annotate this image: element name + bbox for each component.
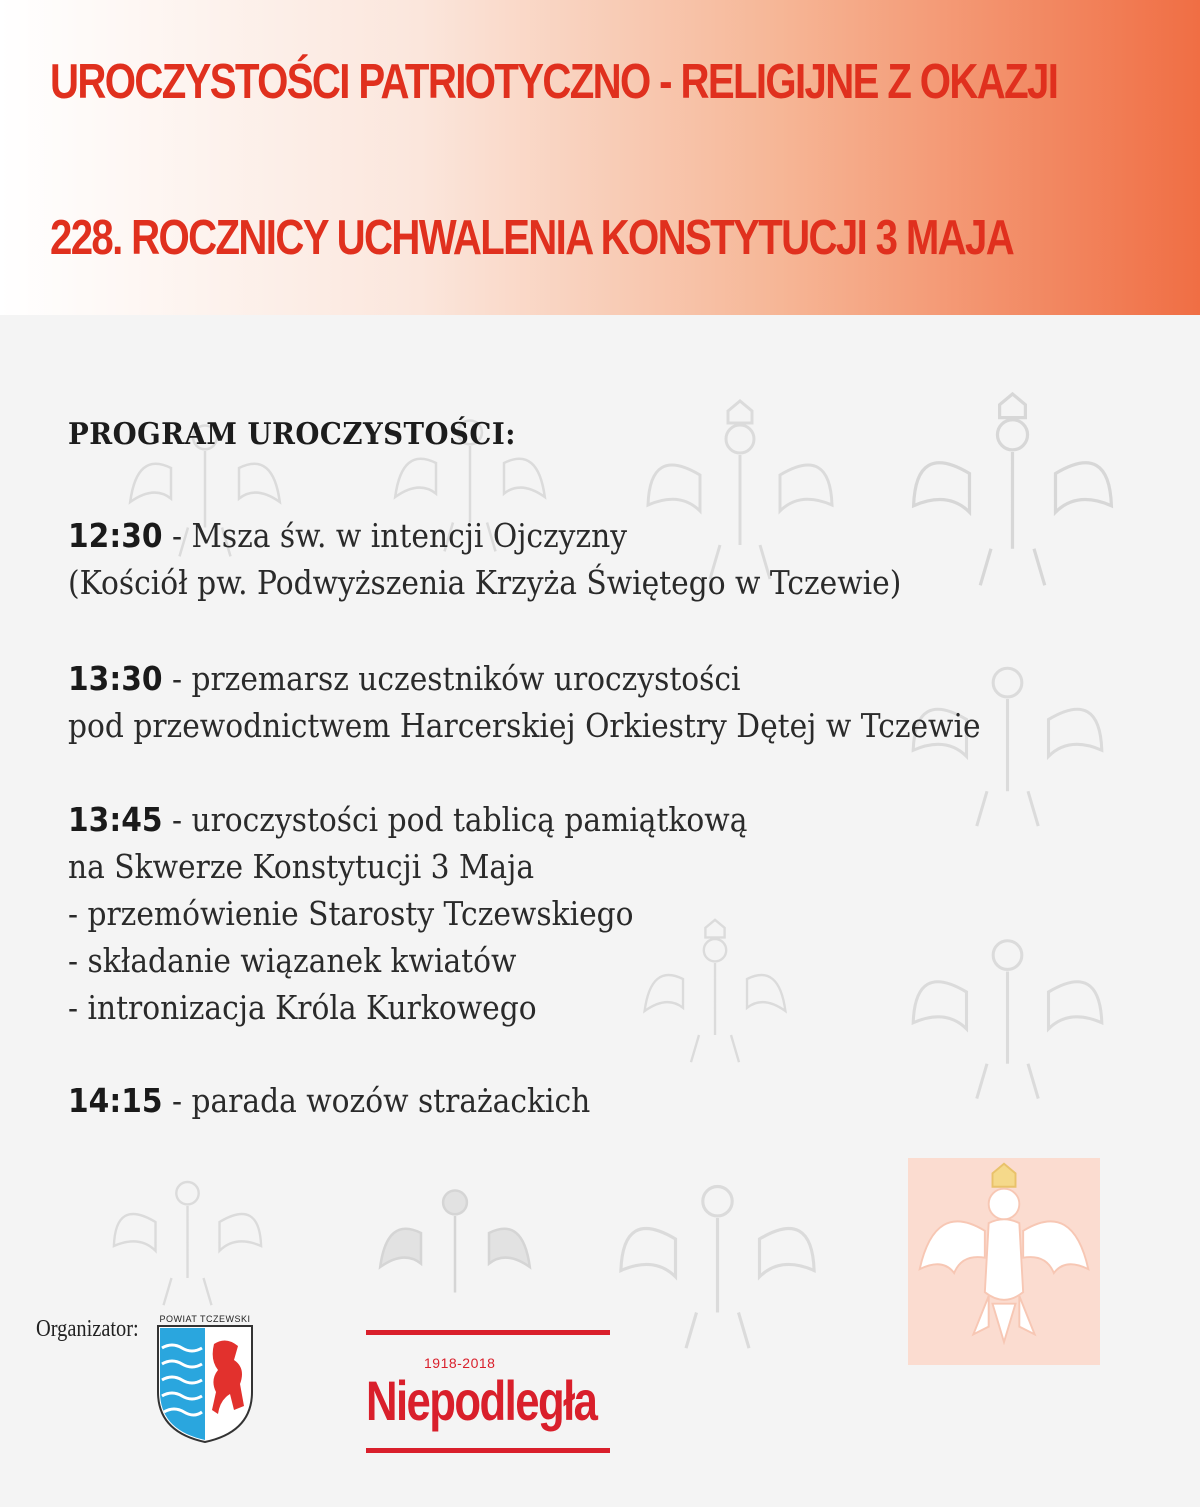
program-text: - Msza św. w intencji Ojczyzny (171, 516, 628, 555)
organizer-label: Organizator: (36, 1316, 139, 1342)
program-item (68, 512, 994, 606)
program-text: - uroczystości pod tablicą pamiątkową (171, 800, 748, 839)
powiat-label: POWIAT TCZEWSKI (159, 1314, 251, 1324)
powiat-shield-icon (154, 1314, 256, 1444)
program-line (68, 655, 981, 702)
program-line: - składanie wiązanek kwiatów (68, 941, 517, 980)
program-line: (Kościół pw. Podwyższenia Krzyża Świętego w Tczewie) (68, 563, 902, 602)
program-line: - intronizacja Króla Kurkowego (68, 988, 537, 1027)
program-item (68, 655, 1082, 749)
program-line (68, 1077, 590, 1124)
program-time: 13:30 (68, 659, 163, 698)
logo-bottom-bar (366, 1448, 610, 1453)
program-line: pod przewodnictwem Harcerskiej Orkiestry Dętej w Tczewie (68, 706, 981, 745)
program-line (68, 512, 901, 559)
program-text: - przemarsz uczestników uroczystości (171, 659, 741, 698)
eagle-watermark-icon (610, 1155, 825, 1365)
niepodlegla-word: Niepodległa (366, 1369, 597, 1432)
niepodlegla-logo (366, 1330, 610, 1460)
niepodlegla-years: 1918-2018 (424, 1355, 496, 1371)
program-time: 14:15 (68, 1081, 163, 1120)
program-text: - parada wozów strażackich (171, 1081, 591, 1120)
white-eagle-icon (908, 1158, 1100, 1365)
program-item (68, 796, 823, 1031)
program-item (68, 1077, 648, 1124)
program-time: 12:30 (68, 516, 163, 555)
program-heading: PROGRAM UROCZYSTOŚCI: (68, 417, 516, 452)
title-line-1: UROCZYSTOŚCI PATRIOTYCZNO - RELIGIJNE Z OKAZJI (50, 55, 1058, 109)
polish-coat-of-arms (908, 1158, 1100, 1365)
eagle-watermark-icon (905, 905, 1110, 1120)
program-line: - przemówienie Starosty Tczewskiego (68, 894, 634, 933)
eagle-watermark-icon (370, 1165, 540, 1335)
program-time: 13:45 (68, 800, 163, 839)
logo-top-bar (366, 1330, 610, 1335)
eagle-watermark-icon (95, 1158, 280, 1318)
header-banner (0, 0, 1200, 315)
program-line (68, 796, 747, 843)
title-line-2: 228. ROCZNICY UCHWALENIA KONSTYTUCJI 3 MAJA (50, 211, 1014, 265)
program-line: na Skwerze Konstytucji 3 Maja (68, 847, 535, 886)
